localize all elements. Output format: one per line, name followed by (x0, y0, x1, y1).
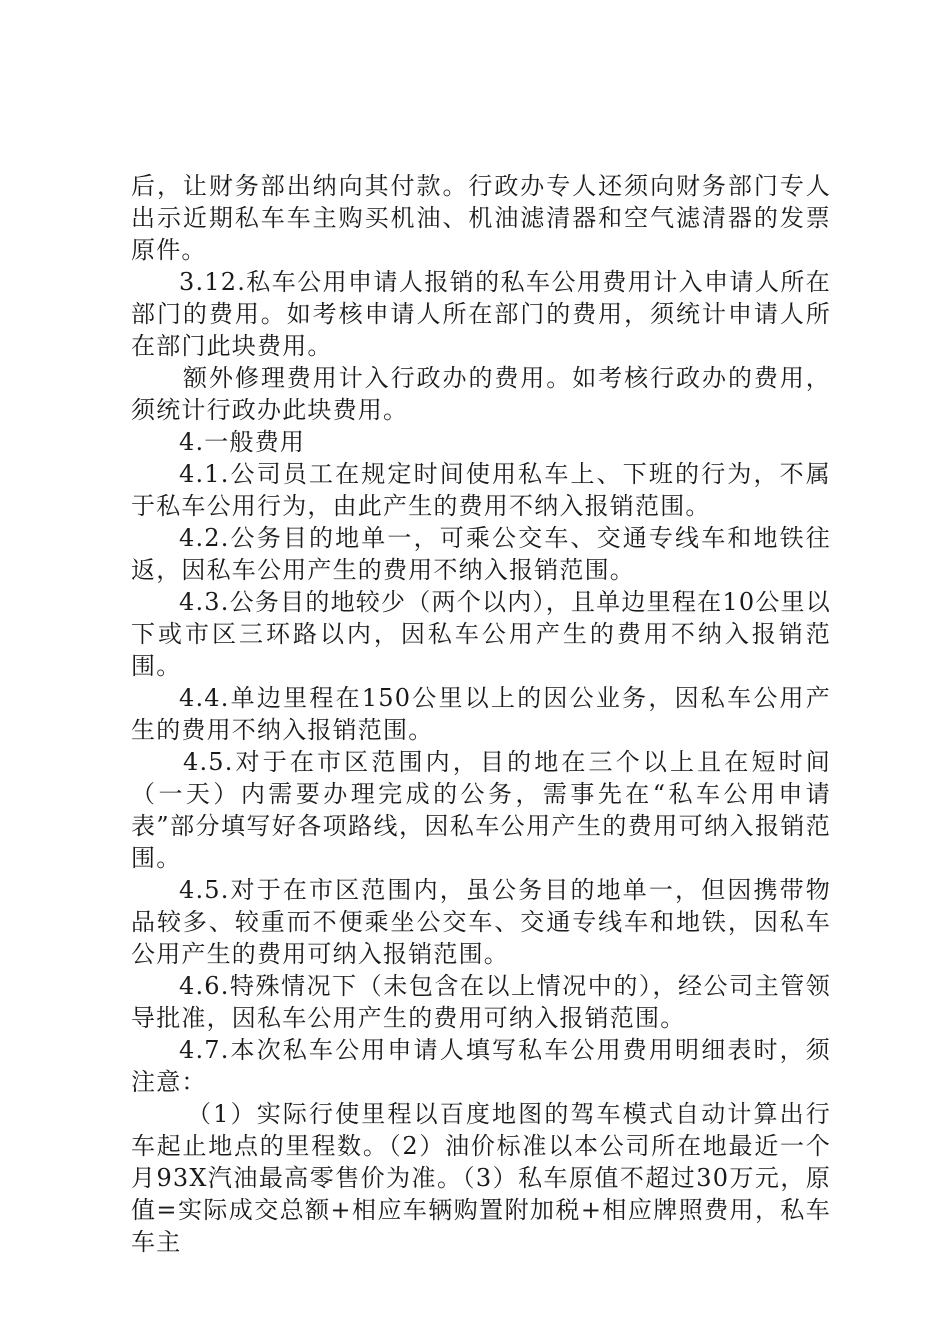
paragraph-payment-continuation: 后，让财务部出纳向其付款。行政办专人还须向财务部门专人出示近期私车车主购买机油、机油滤清器和空气滤清器的发票原件。 (131, 172, 831, 264)
paragraph-4-4: 4.4.单边里程在150公里以上的因公业务，因私车公用产生的费用不纳入报销范围。 (131, 684, 831, 744)
paragraph-4-3: 4.3.公务目的地较少（两个以内），且单边里程在10公里以下或市区三环路以内，因私车公用产生的费用不纳入报销范围。 (131, 588, 831, 680)
paragraph-notes: （1）实际行使里程以百度地图的驾车模式自动计算出行车起止地点的里程数。（2）油价标准以本公司所在地最近一个月93X汽油最高零售价为准。（3）私车原值不超过30万元，原值=实际成交总额+相应车辆购置附加税+相应牌照费用，私车车主 (131, 1100, 831, 1256)
paragraph-4-1: 4.1.公司员工在规定时间使用私车上、下班的行为，不属于私车公用行为，由此产生的费用不纳入报销范围。 (131, 460, 831, 520)
paragraph-4-2: 4.2.公务目的地单一，可乘公交车、交通专线车和地铁往返，因私车公用产生的费用不纳入报销范围。 (131, 524, 831, 584)
paragraph-3-12: 3.12.私车公用申请人报销的私车公用费用计入申请人所在部门的费用。如考核申请人所在部门的费用，须统计申请人所在部门此块费用。 (131, 268, 831, 360)
paragraph-4-6: 4.6.特殊情况下（未包含在以上情况中的），经公司主管领导批准，因私车公用产生的费用可纳入报销范围。 (131, 972, 831, 1032)
paragraph-4-7: 4.7.本次私车公用申请人填写私车公用费用明细表时，须注意： (131, 1036, 831, 1096)
paragraph-extra-repair: 额外修理费用计入行政办的费用。如考核行政办的费用，须统计行政办此块费用。 (131, 364, 831, 424)
paragraph-4-5-a: 4.5.对于在市区范围内，目的地在三个以上且在短时间（一天）内需要办理完成的公务，需事先在“私车公用申请表”部分填写好各项路线，因私车公用产生的费用可纳入报销范围。 (131, 748, 831, 872)
heading-4-general-fees: 4.一般费用 (179, 428, 306, 456)
paragraph-4-5-b: 4.5.对于在市区范围内，虽公务目的地单一，但因携带物品较多、较重而不便乘坐公交车、交通专线车和地铁，因私车公用产生的费用可纳入报销范围。 (131, 876, 831, 968)
document-body (131, 170, 831, 1258)
